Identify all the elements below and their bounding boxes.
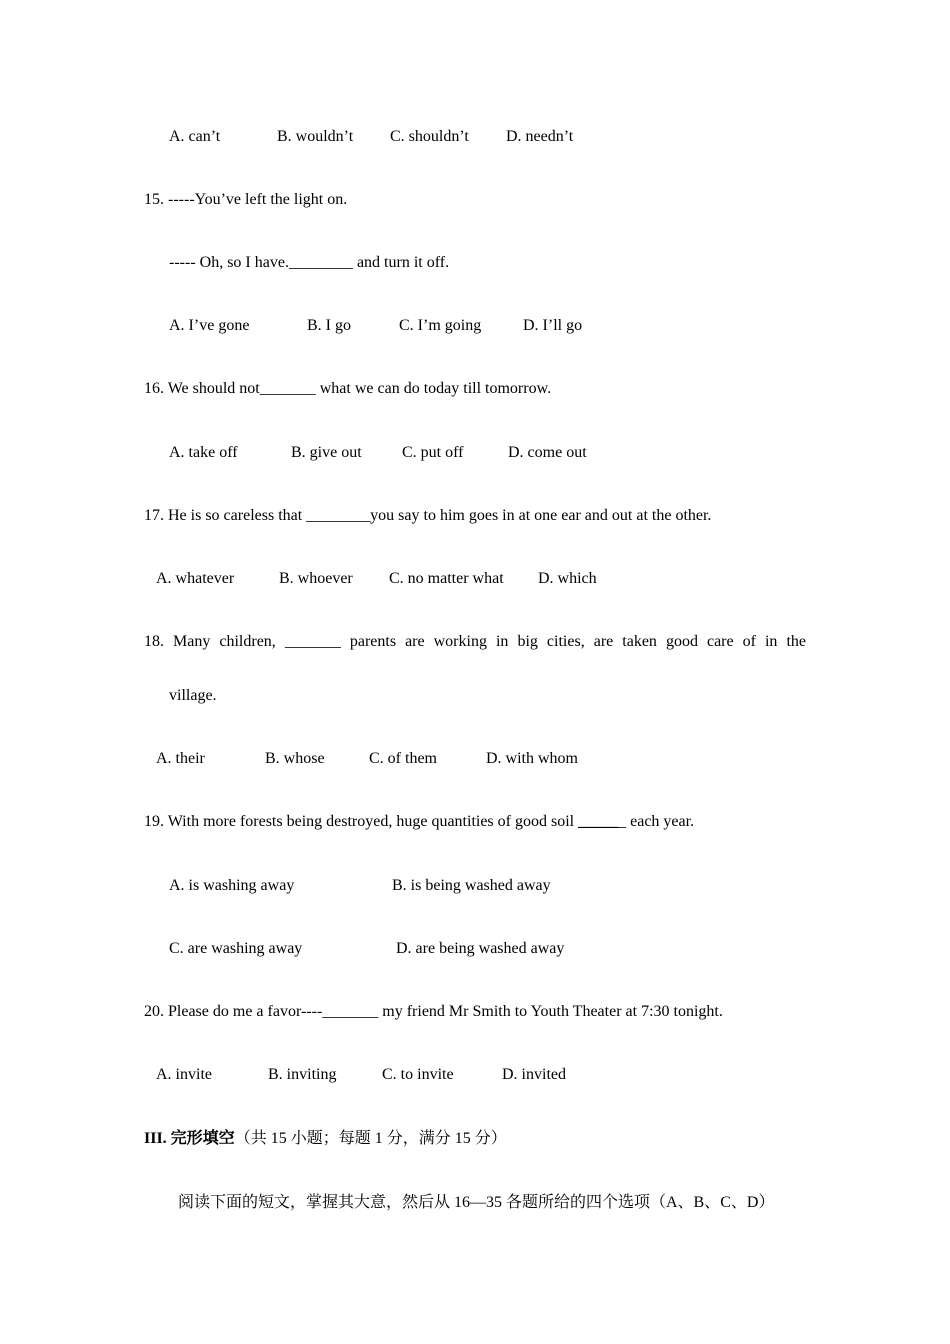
- q20-option-c: C. to invite: [382, 1066, 454, 1083]
- section-3-title: III. 完形填空: [144, 1130, 235, 1147]
- q15-reply: ----- Oh, so I have.________ and turn it off.: [169, 254, 450, 271]
- q14-option-a: A. can’t: [169, 128, 221, 145]
- q19-stem-before: 19. With more forests being destroyed, huge quantities of good soil: [144, 813, 579, 830]
- q15-option-b: B. I go: [307, 317, 351, 334]
- q18-option-a: A. their: [156, 750, 205, 767]
- q15-option-a: A. I’ve gone: [169, 317, 250, 334]
- q17-stem: 17. He is so careless that ________you say to him goes in at one ear and out at the other.: [144, 507, 712, 524]
- q17-option-a: A. whatever: [156, 570, 235, 587]
- q19-option-b: B. is being washed away: [392, 877, 551, 894]
- q19-blank: _____: [578, 813, 619, 830]
- q19-stem: [144, 812, 694, 832]
- q16-option-b: B. give out: [291, 444, 362, 461]
- q18-option-b: B. whose: [265, 750, 325, 767]
- q19-option-a: A. is washing away: [169, 877, 295, 894]
- q15-stem: 15. -----You’ve left the light on.: [144, 191, 348, 208]
- section-3-note: （共 15 小题；每题 1 分，满分 15 分）: [234, 1130, 507, 1147]
- q20-option-b: B. inviting: [268, 1066, 337, 1083]
- q19-stem-after: _ each year.: [618, 813, 695, 830]
- q18-stem-continued: village.: [169, 687, 217, 704]
- q15-option-d: D. I’ll go: [523, 317, 583, 334]
- q17-option-d: D. which: [538, 570, 597, 587]
- q16-option-a: A. take off: [169, 444, 238, 461]
- q18-stem: 18. Many children, _______ parents are working in big cities, are taken good care of in the: [144, 633, 806, 650]
- section-3-instruction: 阅读下面的短文，掌握其大意，然后从 16—35 各题所给的四个选项（A、B、C、D）: [178, 1194, 775, 1211]
- q14-option-b: B. wouldn’t: [277, 128, 354, 145]
- q18-option-d: D. with whom: [486, 750, 578, 767]
- q14-option-d: D. needn’t: [506, 128, 574, 145]
- q16-option-c: C. put off: [402, 444, 464, 461]
- q17-option-c: C. no matter what: [389, 570, 504, 587]
- q19-option-c: C. are washing away: [169, 940, 303, 957]
- q14-option-c: C. shouldn’t: [390, 128, 469, 145]
- q17-option-b: B. whoever: [279, 570, 353, 587]
- q16-option-d: D. come out: [508, 444, 587, 461]
- q15-option-c: C. I’m going: [399, 317, 482, 334]
- q18-option-c: C. of them: [369, 750, 437, 767]
- q20-stem: 20. Please do me a favor----_______ my friend Mr Smith to Youth Theater at 7:30 tonight.: [144, 1003, 723, 1020]
- q20-option-d: D. invited: [502, 1066, 566, 1083]
- q19-option-d: D. are being washed away: [396, 940, 565, 957]
- q16-stem: 16. We should not_______ what we can do today till tomorrow.: [144, 380, 552, 397]
- q20-option-a: A. invite: [156, 1066, 212, 1083]
- section-3-heading: [144, 1129, 507, 1149]
